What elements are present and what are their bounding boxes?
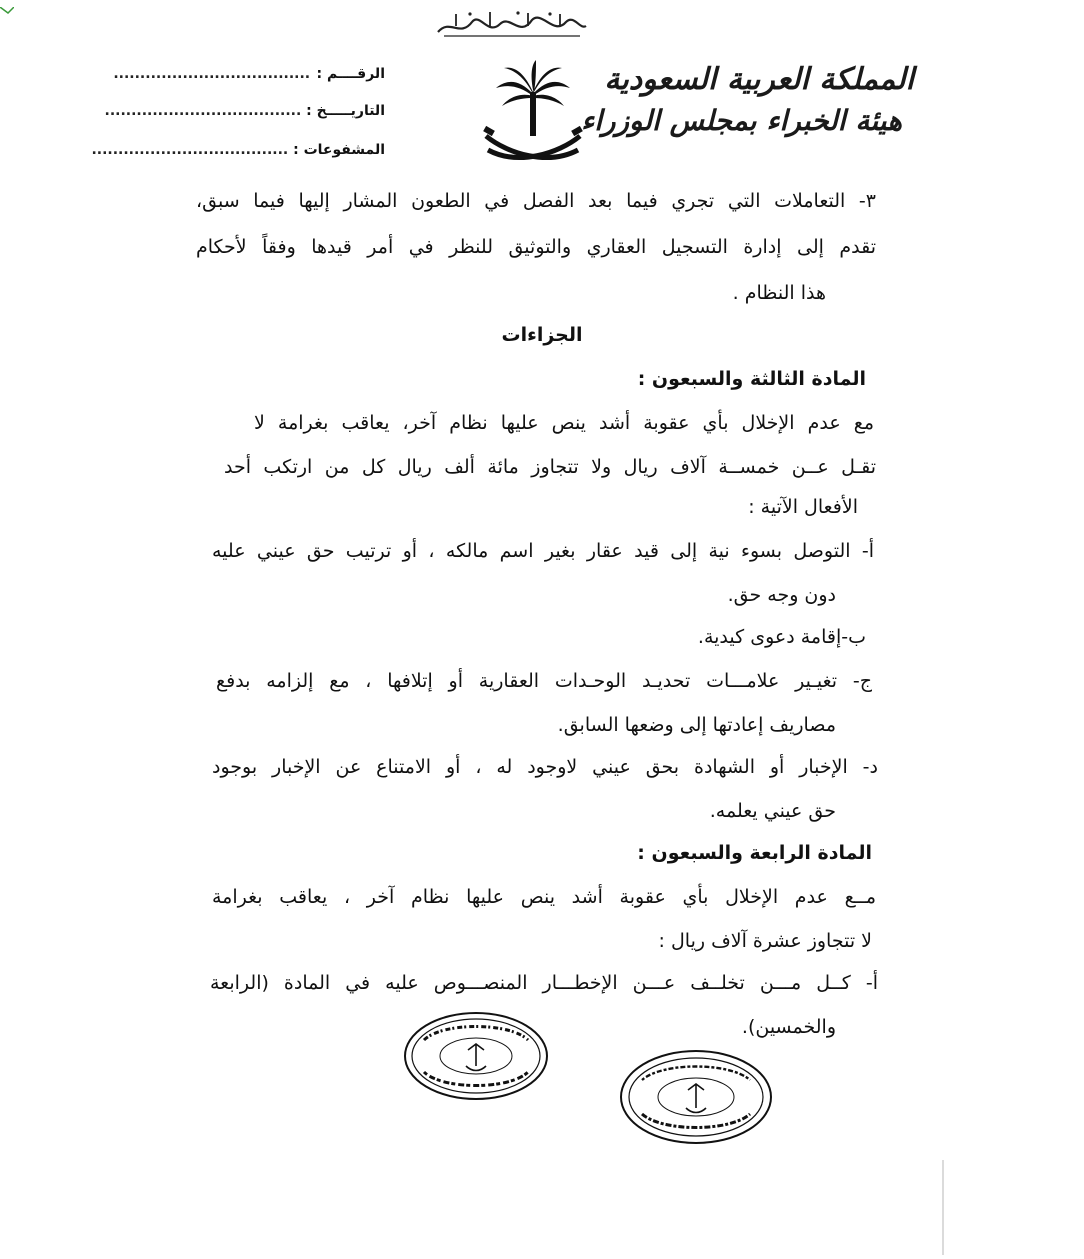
corner-mark: [0, 0, 14, 8]
article-73-line-2: تقـل عــن خمســة آلاف ريال ولا تتجاوز مائة ألف ريال كل من ارتكب أحد: [224, 456, 876, 478]
article-73-line-3: الأفعال الآتية :: [748, 496, 858, 518]
article-74-line-2: لا تتجاوز عشرة آلاف ريال :: [658, 930, 872, 952]
kingdom-title: المملكة العربية السعودية: [604, 62, 914, 97]
clause-3-line-1: ٣- التعاملات التي تجري فيما بعد الفصل في الطعون المشار إليها فيما سبق،: [196, 190, 876, 212]
clause-3-line-2: تقدم إلى إدارة التسجيل العقاري والتوثيق للنظر في أمر قيدها وفقاً لأحكام: [196, 236, 876, 258]
item-d-line-1: د- الإخبار أو الشهادة بحق عيني لاوجود له ، أو الامتناع عن الإخبار بوجود: [212, 756, 878, 778]
item-a-line-2: دون وجه حق.: [727, 584, 836, 606]
article-74-line-1: مــع عدم الإخلال بأي عقوبة أشد ينص عليها نظام آخر ، يعاقب بغرامة: [212, 886, 876, 908]
item-a-line-1: أ- التوصل بسوء نية إلى قيد عقار بغير اسم مالكه ، أو ترتيب حق عيني عليه: [212, 540, 874, 562]
experts-commission-seal: [618, 1048, 774, 1146]
article-73-line-1: مع عدم الإخلال بأي عقوبة أشد ينص عليها نظام آخر، يعاقب بغرامة لا: [254, 412, 874, 434]
attachments-label: المشفوعات :: [293, 142, 385, 158]
attachments-dots: .....................................: [91, 142, 289, 158]
section-title: الجزاءات: [501, 324, 583, 346]
article-73-title: المادة الثالثة والسبعون :: [637, 368, 866, 390]
date-field: [104, 103, 385, 119]
item-b-line-1: ب-إقامة دعوى كيدية.: [697, 626, 866, 648]
general-secretariat-seal: [402, 1010, 550, 1102]
palm-swords-emblem-icon: [478, 58, 588, 176]
basmala-icon: [430, 8, 590, 42]
number-label: الرقــــم :: [316, 66, 385, 82]
item-e-line-2: والخمسين).: [741, 1016, 836, 1038]
authority-title: هيئة الخبراء بمجلس الوزراء: [581, 104, 902, 137]
date-label: التاريـــــخ :: [306, 103, 385, 119]
item-d-line-2: حق عيني يعلمه.: [709, 800, 836, 822]
article-74-title: المادة الرابعة والسبعون :: [637, 842, 872, 864]
item-e-line-1: أ- كــل مـــن تخلــف عـــن الإخطـــار المنصـــوص عليه في المادة (الرابعة: [210, 972, 878, 994]
item-c-line-2: مصاريف إعادتها إلى وضعها السابق.: [557, 714, 836, 736]
basmala-calligraphy: [430, 8, 590, 42]
number-field: [113, 66, 385, 82]
clause-3-line-3: هذا النظام .: [732, 282, 826, 304]
number-dots: .....................................: [113, 66, 311, 82]
attachments-field: [91, 142, 385, 158]
item-c-line-1: ج- تغيـير علامـــات تحديـد الوحـدات العقارية أو إتلافها ، مع إلزامه بدفع: [216, 670, 872, 692]
date-dots: .....................................: [104, 103, 302, 119]
edge-mark: [940, 1160, 946, 1255]
